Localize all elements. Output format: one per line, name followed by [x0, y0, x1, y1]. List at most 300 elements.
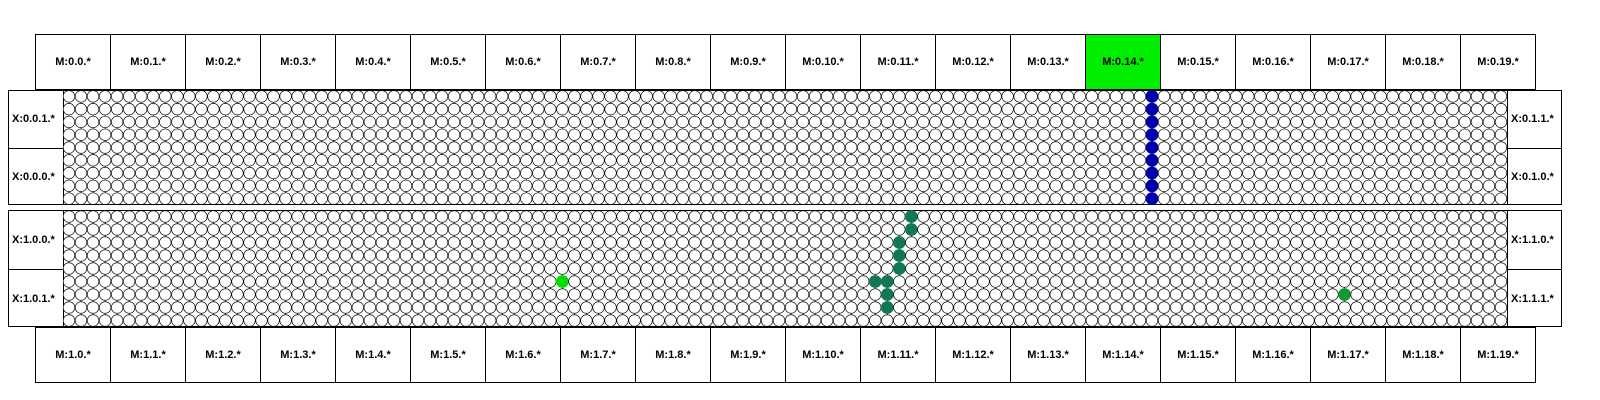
node[interactable] — [809, 116, 821, 128]
node[interactable] — [809, 224, 821, 236]
node[interactable] — [845, 142, 857, 154]
node[interactable] — [605, 237, 617, 249]
node[interactable] — [942, 167, 954, 179]
node[interactable] — [448, 289, 460, 301]
node[interactable] — [1218, 129, 1230, 141]
node[interactable] — [1495, 91, 1507, 103]
node[interactable] — [340, 129, 352, 141]
node[interactable] — [147, 103, 159, 115]
node[interactable] — [773, 289, 785, 301]
node[interactable] — [1315, 91, 1327, 103]
node[interactable] — [978, 193, 990, 205]
node[interactable] — [400, 276, 412, 288]
node[interactable] — [1267, 129, 1279, 141]
node[interactable] — [1146, 315, 1158, 327]
node[interactable] — [1483, 193, 1495, 205]
node[interactable] — [304, 211, 316, 223]
node[interactable] — [1351, 103, 1363, 115]
node[interactable] — [1158, 91, 1170, 103]
node[interactable] — [1375, 263, 1387, 275]
node[interactable] — [328, 211, 340, 223]
node[interactable] — [135, 289, 147, 301]
node[interactable] — [1483, 155, 1495, 167]
node[interactable] — [1110, 250, 1122, 262]
node[interactable] — [833, 103, 845, 115]
node[interactable] — [942, 302, 954, 314]
node[interactable] — [424, 193, 436, 205]
node[interactable] — [785, 129, 797, 141]
node[interactable] — [460, 250, 472, 262]
node[interactable] — [845, 224, 857, 236]
node[interactable] — [1146, 211, 1158, 223]
node[interactable] — [845, 237, 857, 249]
node[interactable] — [713, 302, 725, 314]
node[interactable] — [1387, 237, 1399, 249]
top-module-11[interactable]: M:0.11.* — [860, 34, 936, 90]
node[interactable] — [906, 103, 918, 115]
node[interactable] — [340, 91, 352, 103]
node[interactable] — [63, 237, 75, 249]
node[interactable] — [352, 224, 364, 236]
node[interactable] — [1375, 155, 1387, 167]
node[interactable] — [1086, 302, 1098, 314]
node[interactable] — [268, 289, 280, 301]
bottom-module-13[interactable]: M:1.13.* — [1010, 327, 1086, 383]
node[interactable] — [496, 289, 508, 301]
node[interactable] — [833, 276, 845, 288]
node[interactable] — [749, 224, 761, 236]
node[interactable] — [521, 289, 533, 301]
node[interactable] — [208, 315, 220, 327]
node[interactable] — [1399, 315, 1411, 327]
node[interactable] — [833, 116, 845, 128]
node[interactable] — [436, 129, 448, 141]
node[interactable] — [761, 142, 773, 154]
node[interactable] — [785, 237, 797, 249]
node[interactable] — [1375, 302, 1387, 314]
node[interactable] — [1026, 91, 1038, 103]
node[interactable] — [930, 224, 942, 236]
node[interactable] — [484, 276, 496, 288]
node[interactable] — [857, 302, 869, 314]
node[interactable] — [1158, 302, 1170, 314]
node[interactable] — [99, 276, 111, 288]
node[interactable] — [869, 167, 881, 179]
bottom-module-10[interactable]: M:1.10.* — [785, 327, 861, 383]
node[interactable] — [833, 315, 845, 327]
node[interactable] — [424, 211, 436, 223]
node[interactable] — [990, 167, 1002, 179]
node[interactable] — [1194, 91, 1206, 103]
node[interactable] — [942, 263, 954, 275]
node[interactable] — [328, 237, 340, 249]
node[interactable] — [87, 155, 99, 167]
node[interactable] — [1062, 129, 1074, 141]
node[interactable] — [1351, 224, 1363, 236]
node[interactable] — [460, 142, 472, 154]
node[interactable] — [713, 142, 725, 154]
node[interactable] — [1351, 129, 1363, 141]
active-node[interactable] — [893, 236, 905, 248]
node[interactable] — [232, 116, 244, 128]
node[interactable] — [292, 263, 304, 275]
node[interactable] — [1471, 142, 1483, 154]
node[interactable] — [1134, 129, 1146, 141]
node[interactable] — [376, 155, 388, 167]
node[interactable] — [472, 155, 484, 167]
node[interactable] — [785, 155, 797, 167]
node[interactable] — [653, 155, 665, 167]
node[interactable] — [87, 276, 99, 288]
node[interactable] — [1146, 302, 1158, 314]
node[interactable] — [232, 211, 244, 223]
node[interactable] — [111, 276, 123, 288]
node[interactable] — [1230, 129, 1242, 141]
node[interactable] — [147, 129, 159, 141]
node[interactable] — [1074, 276, 1086, 288]
node[interactable] — [966, 103, 978, 115]
node[interactable] — [352, 129, 364, 141]
node[interactable] — [1327, 211, 1339, 223]
node[interactable] — [677, 315, 689, 327]
node[interactable] — [99, 155, 111, 167]
node[interactable] — [605, 315, 617, 327]
node[interactable] — [1387, 263, 1399, 275]
node[interactable] — [1447, 211, 1459, 223]
node[interactable] — [232, 250, 244, 262]
node[interactable] — [617, 116, 629, 128]
node[interactable] — [111, 142, 123, 154]
node[interactable] — [869, 193, 881, 205]
node[interactable] — [1134, 263, 1146, 275]
node[interactable] — [1327, 103, 1339, 115]
node[interactable] — [268, 180, 280, 192]
node[interactable] — [894, 193, 906, 205]
node[interactable] — [316, 211, 328, 223]
node[interactable] — [1423, 116, 1435, 128]
node[interactable] — [785, 211, 797, 223]
node[interactable] — [376, 116, 388, 128]
node[interactable] — [1122, 289, 1134, 301]
node[interactable] — [1387, 193, 1399, 205]
node[interactable] — [1351, 211, 1363, 223]
node[interactable] — [978, 315, 990, 327]
node[interactable] — [328, 103, 340, 115]
node[interactable] — [882, 250, 894, 262]
node[interactable] — [701, 116, 713, 128]
node[interactable] — [954, 211, 966, 223]
node[interactable] — [304, 289, 316, 301]
node[interactable] — [713, 129, 725, 141]
node[interactable] — [1459, 142, 1471, 154]
node[interactable] — [1122, 237, 1134, 249]
node[interactable] — [63, 302, 75, 314]
node[interactable] — [424, 155, 436, 167]
node[interactable] — [448, 250, 460, 262]
node[interactable] — [930, 263, 942, 275]
node[interactable] — [930, 276, 942, 288]
node[interactable] — [557, 237, 569, 249]
node[interactable] — [1206, 193, 1218, 205]
node[interactable] — [689, 276, 701, 288]
node[interactable] — [665, 315, 677, 327]
node[interactable] — [75, 237, 87, 249]
node[interactable] — [208, 276, 220, 288]
node[interactable] — [1050, 224, 1062, 236]
node[interactable] — [460, 276, 472, 288]
node[interactable] — [1339, 193, 1351, 205]
node[interactable] — [123, 193, 135, 205]
node[interactable] — [581, 237, 593, 249]
node[interactable] — [424, 180, 436, 192]
node[interactable] — [749, 263, 761, 275]
node[interactable] — [1315, 180, 1327, 192]
node[interactable] — [376, 250, 388, 262]
node[interactable] — [1110, 155, 1122, 167]
node[interactable] — [1014, 289, 1026, 301]
node[interactable] — [713, 180, 725, 192]
node[interactable] — [87, 315, 99, 327]
bottom-module-1[interactable]: M:1.1.* — [110, 327, 186, 383]
node[interactable] — [1074, 263, 1086, 275]
node[interactable] — [1279, 167, 1291, 179]
node[interactable] — [845, 116, 857, 128]
node[interactable] — [521, 237, 533, 249]
node[interactable] — [593, 142, 605, 154]
node[interactable] — [508, 237, 520, 249]
node[interactable] — [1471, 167, 1483, 179]
node[interactable] — [665, 155, 677, 167]
node[interactable] — [1098, 155, 1110, 167]
node[interactable] — [184, 116, 196, 128]
node[interactable] — [280, 302, 292, 314]
node[interactable] — [569, 302, 581, 314]
node[interactable] — [521, 167, 533, 179]
node[interactable] — [448, 129, 460, 141]
node[interactable] — [364, 193, 376, 205]
node[interactable] — [220, 250, 232, 262]
node[interactable] — [1411, 155, 1423, 167]
node[interactable] — [617, 142, 629, 154]
node[interactable] — [208, 142, 220, 154]
top-module-2[interactable]: M:0.2.* — [185, 34, 261, 90]
node[interactable] — [412, 263, 424, 275]
node[interactable] — [978, 167, 990, 179]
node[interactable] — [1134, 224, 1146, 236]
node[interactable] — [797, 289, 809, 301]
node[interactable] — [1495, 250, 1507, 262]
node[interactable] — [1050, 250, 1062, 262]
node[interactable] — [797, 250, 809, 262]
node[interactable] — [557, 142, 569, 154]
node[interactable] — [1423, 237, 1435, 249]
node[interactable] — [484, 91, 496, 103]
node[interactable] — [737, 193, 749, 205]
node[interactable] — [966, 142, 978, 154]
node[interactable] — [1038, 224, 1050, 236]
node[interactable] — [689, 211, 701, 223]
node[interactable] — [930, 193, 942, 205]
node[interactable] — [1206, 263, 1218, 275]
node[interactable] — [1291, 276, 1303, 288]
node[interactable] — [689, 237, 701, 249]
node[interactable] — [809, 91, 821, 103]
node[interactable] — [1435, 103, 1447, 115]
node[interactable] — [63, 91, 75, 103]
node[interactable] — [184, 263, 196, 275]
node[interactable] — [135, 250, 147, 262]
node[interactable] — [328, 116, 340, 128]
node[interactable] — [1255, 302, 1267, 314]
node[interactable] — [1435, 91, 1447, 103]
node[interactable] — [845, 167, 857, 179]
node[interactable] — [725, 103, 737, 115]
node[interactable] — [894, 167, 906, 179]
node[interactable] — [1399, 250, 1411, 262]
node[interactable] — [111, 167, 123, 179]
node[interactable] — [833, 155, 845, 167]
node[interactable] — [665, 302, 677, 314]
node[interactable] — [857, 315, 869, 327]
node[interactable] — [412, 237, 424, 249]
node[interactable] — [388, 224, 400, 236]
node[interactable] — [1170, 180, 1182, 192]
node[interactable] — [1182, 211, 1194, 223]
node[interactable] — [280, 180, 292, 192]
node[interactable] — [1339, 103, 1351, 115]
node[interactable] — [304, 103, 316, 115]
node[interactable] — [1146, 276, 1158, 288]
node[interactable] — [785, 289, 797, 301]
node[interactable] — [1291, 224, 1303, 236]
node[interactable] — [172, 302, 184, 314]
node[interactable] — [220, 180, 232, 192]
node[interactable] — [918, 237, 930, 249]
node[interactable] — [460, 237, 472, 249]
node[interactable] — [448, 193, 460, 205]
node[interactable] — [821, 142, 833, 154]
node[interactable] — [436, 142, 448, 154]
node[interactable] — [906, 193, 918, 205]
node[interactable] — [184, 224, 196, 236]
node[interactable] — [436, 250, 448, 262]
node[interactable] — [1351, 155, 1363, 167]
node[interactable] — [412, 289, 424, 301]
node[interactable] — [1291, 91, 1303, 103]
node[interactable] — [412, 315, 424, 327]
node[interactable] — [304, 129, 316, 141]
node[interactable] — [304, 180, 316, 192]
node[interactable] — [665, 237, 677, 249]
node[interactable] — [1387, 155, 1399, 167]
node[interactable] — [978, 224, 990, 236]
node[interactable] — [292, 211, 304, 223]
node[interactable] — [966, 224, 978, 236]
node[interactable] — [1074, 315, 1086, 327]
node[interactable] — [1447, 193, 1459, 205]
node[interactable] — [1339, 129, 1351, 141]
node[interactable] — [496, 129, 508, 141]
node[interactable] — [857, 224, 869, 236]
node[interactable] — [1495, 315, 1507, 327]
node[interactable] — [1243, 276, 1255, 288]
node[interactable] — [785, 116, 797, 128]
node[interactable] — [1351, 276, 1363, 288]
node[interactable] — [256, 91, 268, 103]
node[interactable] — [316, 237, 328, 249]
node[interactable] — [701, 211, 713, 223]
node[interactable] — [111, 193, 123, 205]
node[interactable] — [821, 103, 833, 115]
node[interactable] — [1134, 103, 1146, 115]
node[interactable] — [894, 211, 906, 223]
node[interactable] — [665, 224, 677, 236]
node[interactable] — [797, 116, 809, 128]
node[interactable] — [894, 129, 906, 141]
node[interactable] — [869, 224, 881, 236]
node[interactable] — [761, 129, 773, 141]
node[interactable] — [1158, 129, 1170, 141]
top-module-12[interactable]: M:0.12.* — [935, 34, 1011, 90]
node[interactable] — [232, 103, 244, 115]
node[interactable] — [593, 302, 605, 314]
node[interactable] — [388, 211, 400, 223]
node[interactable] — [340, 193, 352, 205]
node[interactable] — [629, 116, 641, 128]
node[interactable] — [749, 91, 761, 103]
node[interactable] — [521, 91, 533, 103]
node[interactable] — [521, 302, 533, 314]
node[interactable] — [1170, 142, 1182, 154]
node[interactable] — [1351, 315, 1363, 327]
node[interactable] — [990, 289, 1002, 301]
node[interactable] — [292, 142, 304, 154]
node[interactable] — [400, 263, 412, 275]
node[interactable] — [797, 302, 809, 314]
node[interactable] — [292, 180, 304, 192]
node[interactable] — [966, 91, 978, 103]
node[interactable] — [172, 180, 184, 192]
node[interactable] — [1375, 237, 1387, 249]
node[interactable] — [1134, 315, 1146, 327]
node[interactable] — [954, 91, 966, 103]
node[interactable] — [1182, 250, 1194, 262]
node[interactable] — [184, 302, 196, 314]
node[interactable] — [472, 276, 484, 288]
node[interactable] — [845, 91, 857, 103]
node[interactable] — [412, 103, 424, 115]
node[interactable] — [400, 91, 412, 103]
node[interactable] — [990, 142, 1002, 154]
node[interactable] — [1375, 116, 1387, 128]
node[interactable] — [990, 276, 1002, 288]
node[interactable] — [123, 211, 135, 223]
node[interactable] — [593, 224, 605, 236]
node[interactable] — [1074, 91, 1086, 103]
node[interactable] — [244, 211, 256, 223]
node[interactable] — [966, 263, 978, 275]
node[interactable] — [1327, 167, 1339, 179]
node[interactable] — [545, 91, 557, 103]
node[interactable] — [1074, 129, 1086, 141]
node[interactable] — [1423, 91, 1435, 103]
node[interactable] — [857, 91, 869, 103]
node[interactable] — [521, 180, 533, 192]
node[interactable] — [1146, 237, 1158, 249]
node[interactable] — [569, 116, 581, 128]
node[interactable] — [1363, 142, 1375, 154]
node[interactable] — [809, 289, 821, 301]
